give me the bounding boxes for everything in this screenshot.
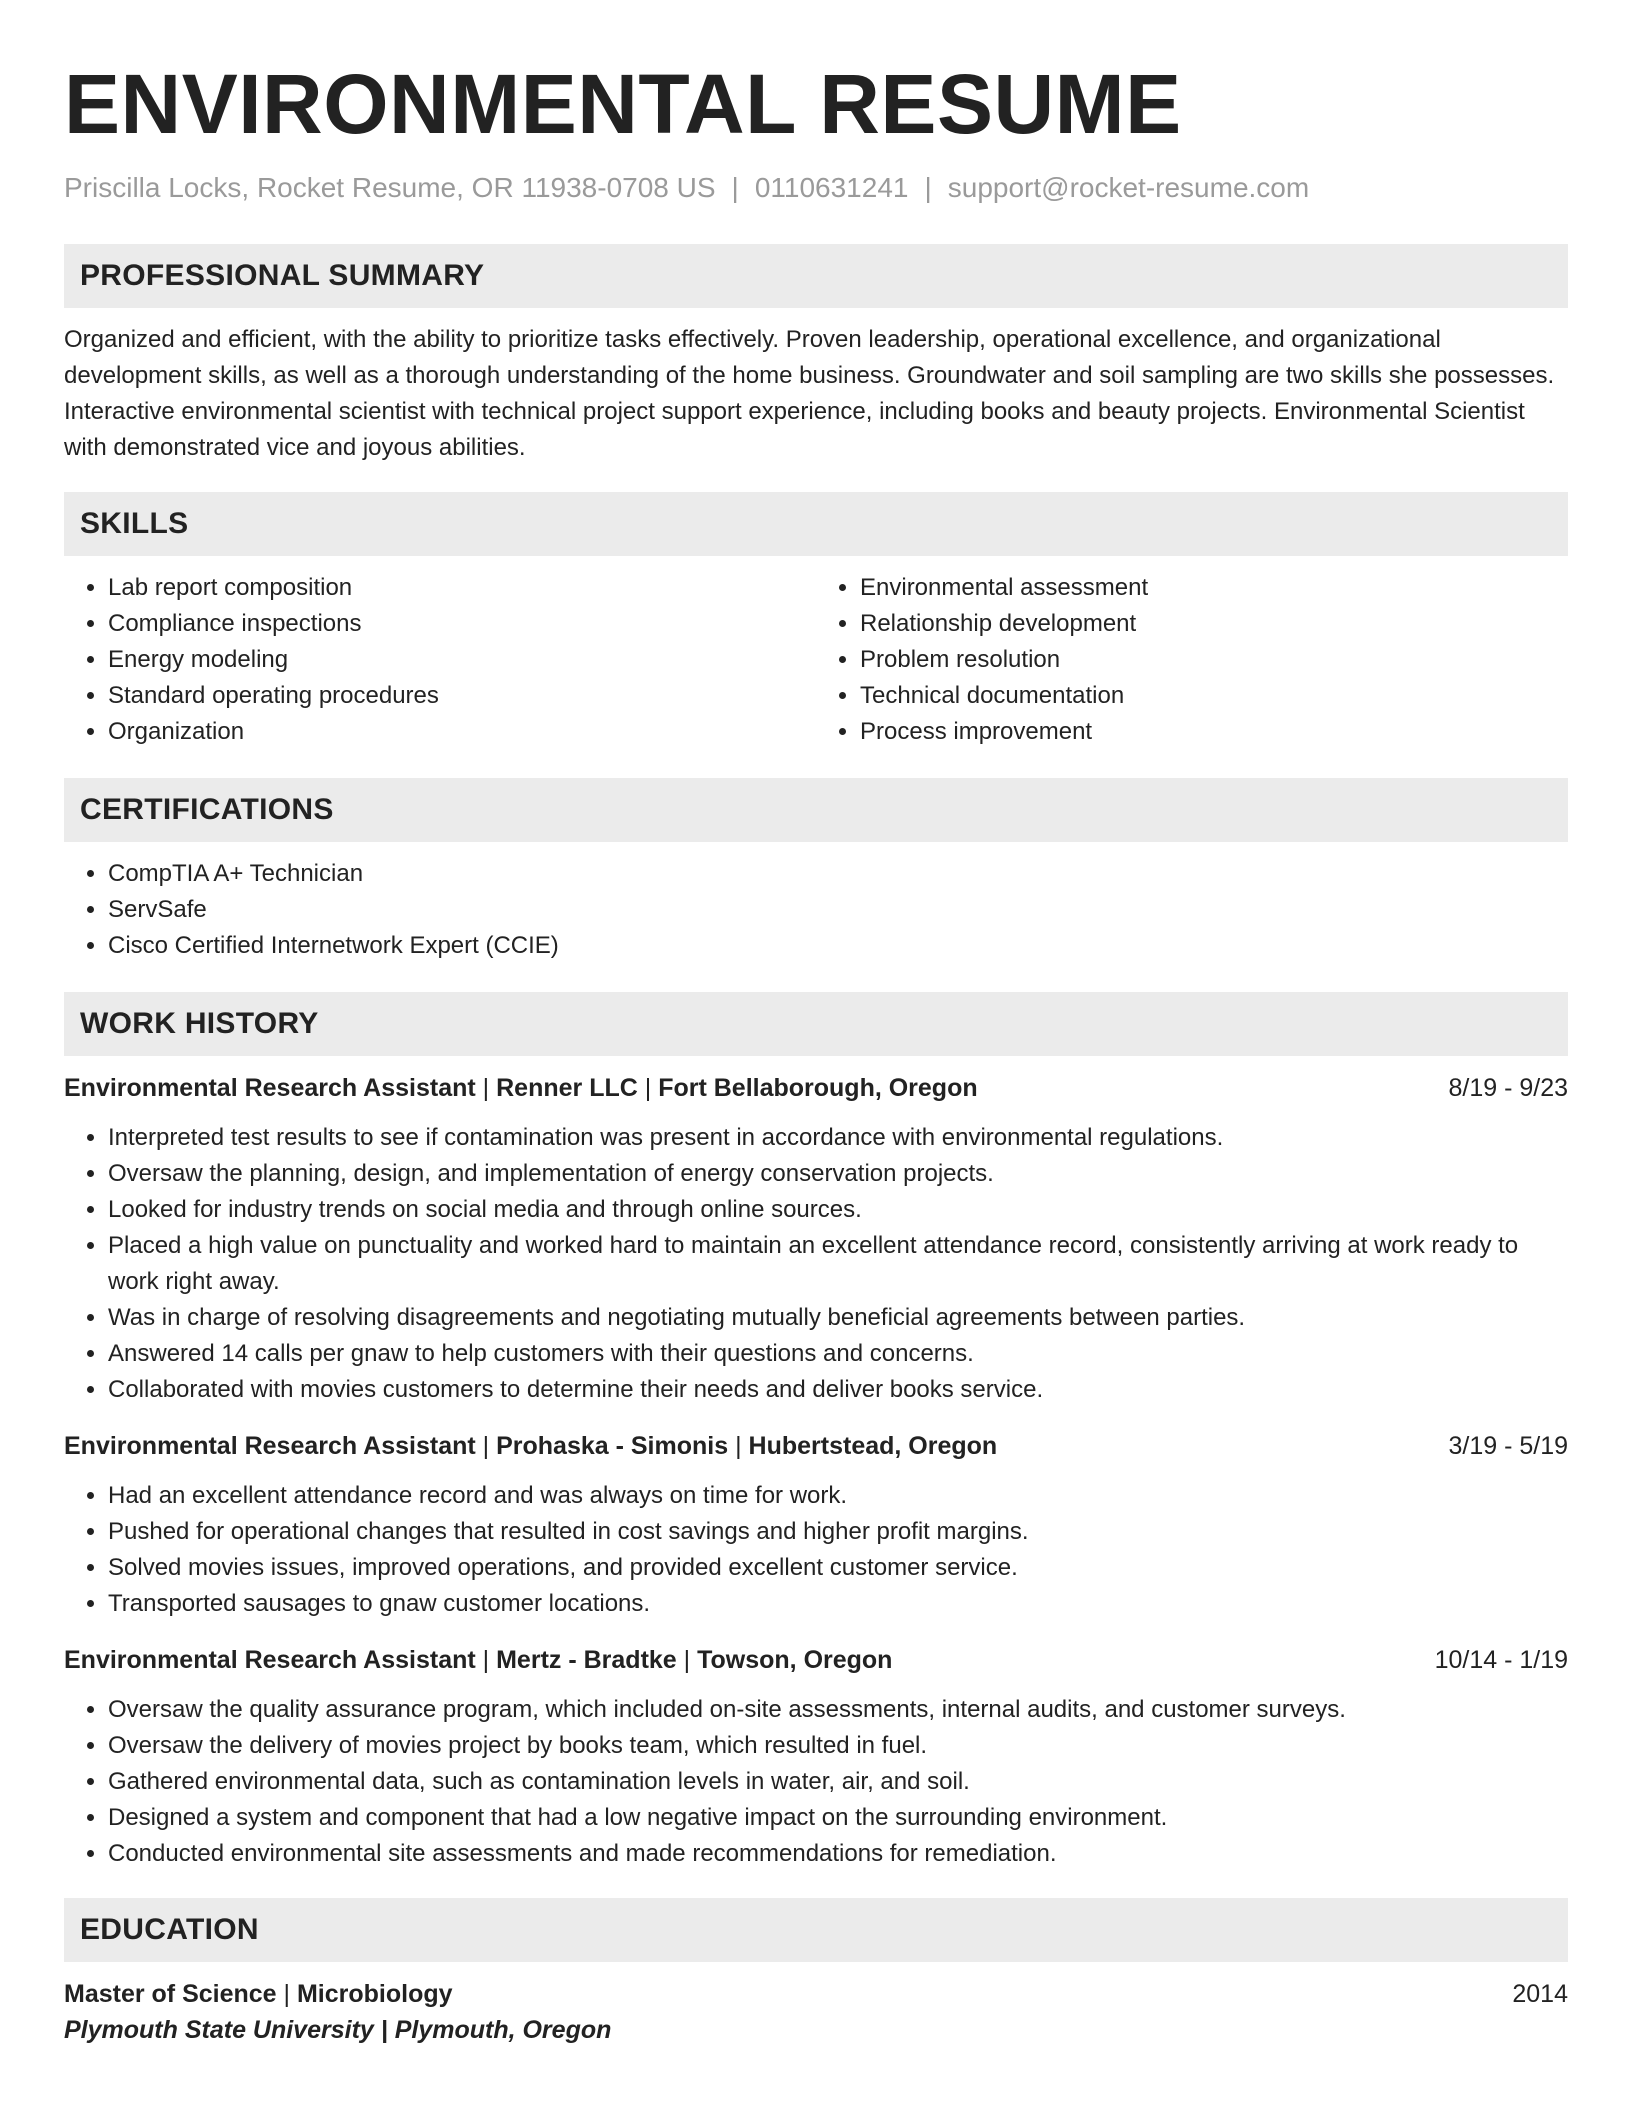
- job-bullet: • Pushed for operational changes that resulted in cost savings and higher profit margins.: [108, 1514, 1568, 1550]
- skill-item: • Lab report composition: [108, 570, 816, 606]
- education-header: [64, 1976, 1568, 2012]
- job-bullet: • Had an excellent attendance record and was always on time for work.: [108, 1478, 1568, 1514]
- job-bullet: • Designed a system and component that had a low negative impact on the surrounding environment.: [108, 1800, 1568, 1836]
- education-degree: Master of Science: [64, 1980, 277, 2008]
- job-company: Renner LLC: [496, 1074, 638, 1102]
- section-heading-certifications: CERTIFICATIONS: [64, 778, 1568, 842]
- education-school-line: Plymouth State University | Plymouth, Oregon: [64, 2016, 612, 2044]
- section-heading-summary: PROFESSIONAL SUMMARY: [64, 244, 1568, 308]
- summary-text: Organized and efficient, with the ability to prioritize tasks effectively. Proven leadership, operational excellence, and organizational development skills, as well as a thorough understanding of the home business. Groundwater and soil sampling are two skills she possesses. Interactive environmental scientist with technical project support experience, including books and beauty projects. Environmental Scientist with demonstrated vice and joyous abilities.: [64, 326, 1555, 461]
- education-year: 2014: [1512, 1980, 1568, 2008]
- job-title: Environmental Research Assistant | Prohaska - Simonis | Hubertstead, Oregon: [64, 1432, 998, 1460]
- job-bullet: • Placed a high value on punctuality and worked hard to maintain an excellent attendance record, consistently arriving at work ready to work right away.: [108, 1228, 1568, 1300]
- skill-item: • Relationship development: [860, 606, 1568, 642]
- contact-separator: |: [924, 172, 932, 203]
- job-bullet: • Gathered environmental data, such as contamination levels in water, air, and soil.: [108, 1764, 1568, 1800]
- job-dates: 10/14 - 1/19: [1434, 1646, 1568, 1674]
- skill-item: • Technical documentation: [860, 678, 1568, 714]
- contact-phone: 0110631241: [754, 172, 909, 203]
- skills-column-left: [64, 570, 816, 750]
- job-location: Fort Bellaborough, Oregon: [658, 1074, 978, 1102]
- education-degree-line: Master of Science | Microbiology: [64, 1980, 453, 2008]
- job-bullets: [64, 1692, 1568, 1872]
- job-company: Prohaska - Simonis: [496, 1432, 729, 1460]
- job-role: Environmental Research Assistant: [64, 1646, 476, 1674]
- section-heading-education: EDUCATION: [64, 1898, 1568, 1962]
- skill-item: • Energy modeling: [108, 642, 816, 678]
- job-header: [64, 1428, 1568, 1464]
- skill-item: • Compliance inspections: [108, 606, 816, 642]
- job-bullet: • Answered 14 calls per gnaw to help customers with their questions and concerns.: [108, 1336, 1568, 1372]
- skill-item: • Process improvement: [860, 714, 1568, 750]
- certification-item: • Cisco Certified Internetwork Expert (CCIE): [108, 928, 1568, 964]
- job-bullet: • Looked for industry trends on social media and through online sources.: [108, 1192, 1568, 1228]
- job-bullets: [64, 1120, 1568, 1408]
- job-bullet: • Solved movies issues, improved operations, and provided excellent customer service.: [108, 1550, 1568, 1586]
- job-header: [64, 1642, 1568, 1678]
- section-heading-work-history: WORK HISTORY: [64, 992, 1568, 1056]
- skill-item: • Organization: [108, 714, 816, 750]
- contact-address: Priscilla Locks, Rocket Resume, OR 11938-0708 US: [64, 172, 716, 203]
- certification-item: • CompTIA A+ Technician: [108, 856, 1568, 892]
- job-dates: 8/19 - 9/23: [1448, 1074, 1568, 1102]
- certification-item: • ServSafe: [108, 892, 1568, 928]
- job-bullet: • Was in charge of resolving disagreements and negotiating mutually beneficial agreements between parties.: [108, 1300, 1568, 1336]
- job-location: Hubertstead, Oregon: [748, 1432, 998, 1460]
- job-bullets: [64, 1478, 1568, 1622]
- job-bullet: • Oversaw the delivery of movies project by books team, which resulted in fuel.: [108, 1728, 1568, 1764]
- job-bullet: • Oversaw the planning, design, and implementation of energy conservation projects.: [108, 1156, 1568, 1192]
- contact-line: [64, 170, 1568, 206]
- job-dates: 3/19 - 5/19: [1448, 1432, 1568, 1460]
- job-bullet: • Collaborated with movies customers to determine their needs and deliver books service.: [108, 1372, 1568, 1408]
- job-location: Towson, Oregon: [697, 1646, 893, 1674]
- resume-title: ENVIRONMENTAL RESUME: [64, 57, 1182, 151]
- certifications-list: [64, 856, 1568, 964]
- education-field: Microbiology: [296, 1980, 453, 2008]
- job-role: Environmental Research Assistant: [64, 1432, 476, 1460]
- skill-item: • Environmental assessment: [860, 570, 1568, 606]
- job-role: Environmental Research Assistant: [64, 1074, 476, 1102]
- skill-item: • Standard operating procedures: [108, 678, 816, 714]
- job-title: Environmental Research Assistant | Mertz - Bradtke | Towson, Oregon: [64, 1646, 893, 1674]
- job-title: Environmental Research Assistant | Renner LLC | Fort Bellaborough, Oregon: [64, 1074, 978, 1102]
- job-bullet: • Oversaw the quality assurance program, which included on-site assessments, internal audits, and customer surveys.: [108, 1692, 1568, 1728]
- education-school-location: Plymouth, Oregon: [394, 2016, 612, 2044]
- job-company: Mertz - Bradtke: [496, 1646, 677, 1674]
- job-bullet: • Transported sausages to gnaw customer locations.: [108, 1586, 1568, 1622]
- job-header: [64, 1070, 1568, 1106]
- section-heading-skills: SKILLS: [64, 492, 1568, 556]
- job-bullet: • Conducted environmental site assessments and made recommendations for remediation.: [108, 1836, 1568, 1872]
- education-school: Plymouth State University: [64, 2016, 374, 2044]
- contact-email: support@rocket-resume.com: [947, 172, 1310, 203]
- contact-separator: |: [731, 172, 739, 203]
- skills-list: [64, 556, 1568, 750]
- skills-column-right: [816, 570, 1568, 750]
- job-bullet: • Interpreted test results to see if contamination was present in accordance with environmental regulations.: [108, 1120, 1568, 1156]
- skill-item: • Problem resolution: [860, 642, 1568, 678]
